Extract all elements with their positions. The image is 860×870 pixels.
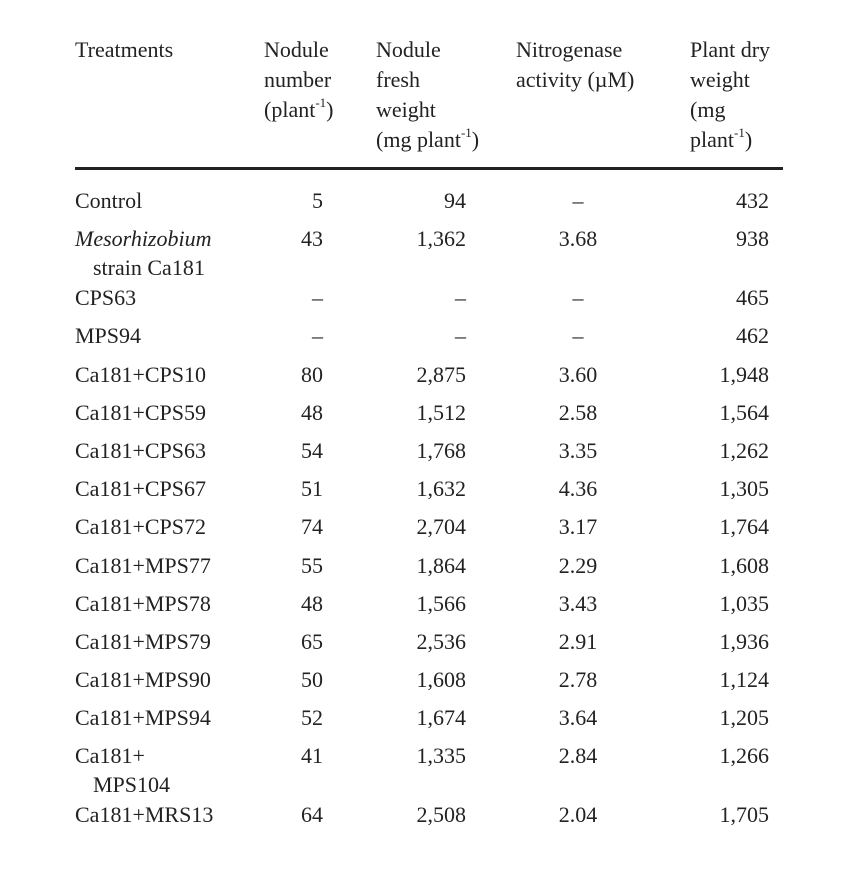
treatment-cell xyxy=(75,627,211,656)
plant-dry-weight-cell: 465 xyxy=(736,285,769,311)
plant-dry-weight-cell: 1,564 xyxy=(719,399,769,425)
table-row xyxy=(0,703,860,741)
treatment-cell xyxy=(75,551,211,580)
nodule-number-cell: 55 xyxy=(301,552,323,578)
nodule-fresh-weight-cell: 1,632 xyxy=(416,476,466,502)
header-divider-rule xyxy=(75,167,783,170)
treatment-label: Ca181+MRS13 xyxy=(75,802,214,828)
nitrogenase-activity-cell: 2.78 xyxy=(558,667,598,693)
treatment-label: Ca181+MPS78 xyxy=(75,590,211,616)
nodule-fresh-weight-cell: 2,508 xyxy=(416,802,466,828)
nitrogenase-activity-cell: – xyxy=(572,323,584,349)
nodule-fresh-weight-cell: 2,704 xyxy=(416,514,466,540)
nodule-fresh-weight-cell: 1,566 xyxy=(416,590,466,616)
nitrogenase-activity-cell: 3.64 xyxy=(558,705,598,731)
table-row xyxy=(0,627,860,665)
plant-dry-weight-cell: 1,936 xyxy=(719,628,769,654)
nitrogenase-activity-cell: 3.35 xyxy=(558,437,598,463)
treatment-cell xyxy=(75,186,142,215)
nodule-number-cell: 52 xyxy=(301,705,323,731)
nitrogenase-activity-cell: 3.60 xyxy=(558,361,598,387)
table-row xyxy=(0,398,860,436)
treatment-label: Ca181+ xyxy=(75,743,145,769)
treatment-cell xyxy=(75,474,206,503)
plant-dry-weight-cell: 1,608 xyxy=(719,552,769,578)
table-row xyxy=(0,741,860,800)
header-nodule-fresh-weight: Nodule fresh weight (mg plant$^{-1}$) xyxy=(376,37,480,152)
nodule-fresh-weight-cell: 1,362 xyxy=(416,226,466,252)
table-row xyxy=(0,665,860,703)
nodule-number-cell: 65 xyxy=(301,628,323,654)
nodule-fresh-weight-cell: 1,768 xyxy=(416,437,466,463)
nodule-number-cell: – xyxy=(312,323,323,349)
nodule-fresh-weight-cell: 94 xyxy=(444,188,466,213)
nodule-number-cell: 80 xyxy=(301,361,323,387)
table-row xyxy=(0,474,860,512)
nodule-fresh-weight-cell: 2,875 xyxy=(416,361,466,387)
nitrogenase-activity-cell: 3.43 xyxy=(558,590,598,616)
treatment-label: MPS94 xyxy=(75,323,142,349)
header-plant-dry-weight: Plant dry weight (mg plant$^{-1}$) xyxy=(690,37,771,152)
table-row xyxy=(0,800,860,838)
nodule-number-cell: 50 xyxy=(301,667,323,693)
plant-dry-weight-cell: 1,764 xyxy=(719,514,769,540)
nodule-number-cell: 43 xyxy=(301,226,323,252)
treatment-label: CPS63 xyxy=(75,285,137,311)
nodule-number-cell: 5 xyxy=(312,188,323,213)
nodule-fresh-weight-cell: – xyxy=(455,323,466,349)
plant-dry-weight-cell: 432 xyxy=(736,188,769,213)
treatment-cell xyxy=(75,436,206,465)
treatment-label: Ca181+MPS90 xyxy=(75,667,211,693)
header-nodule-number: Nodule number (plant$^{-1}$) xyxy=(264,37,334,122)
table-row xyxy=(0,321,860,359)
treatment-label: Ca181+CPS63 xyxy=(75,437,206,463)
treatment-cell xyxy=(75,800,213,829)
header-treatments: Treatments xyxy=(75,37,174,62)
plant-dry-weight-cell: 1,262 xyxy=(719,437,769,463)
nodule-fresh-weight-cell: 1,335 xyxy=(416,743,466,769)
treatment-label: Control xyxy=(75,188,143,213)
nitrogenase-activity-cell: 2.58 xyxy=(558,399,598,425)
treatment-label: Ca181+MPS79 xyxy=(75,628,211,654)
treatment-label: Ca181+CPS67 xyxy=(75,476,206,502)
nitrogenase-activity-cell: 3.68 xyxy=(558,226,598,252)
treatment-cell xyxy=(75,703,211,732)
plant-dry-weight-cell: 1,266 xyxy=(719,743,769,769)
treatment-italic-name: Mesorhizobium xyxy=(75,226,212,252)
treatment-label-continued: MPS104 xyxy=(93,772,171,798)
treatment-cell xyxy=(75,321,141,350)
nitrogenase-activity-cell: 2.04 xyxy=(558,802,598,828)
nitrogenase-activity-cell: 3.17 xyxy=(558,514,598,540)
nodule-number-cell: – xyxy=(312,285,323,311)
nodule-fresh-weight-cell: 1,608 xyxy=(416,667,466,693)
nodule-number-cell: 54 xyxy=(301,437,323,463)
header-nitrogenase-activity: Nitrogenase activity (µM) xyxy=(516,37,635,92)
treatment-label: Ca181+MPS94 xyxy=(75,705,211,731)
table-row xyxy=(0,360,860,398)
plant-dry-weight-cell: 1,035 xyxy=(719,590,769,616)
treatment-cell xyxy=(75,360,206,389)
table-row xyxy=(0,186,860,224)
nodule-number-cell: 64 xyxy=(301,802,323,828)
treatment-label: Ca181+CPS10 xyxy=(75,361,206,387)
nodule-number-cell: 51 xyxy=(301,476,323,502)
table-row xyxy=(0,436,860,474)
plant-dry-weight-cell: 1,305 xyxy=(719,476,769,502)
nitrogenase-activity-cell: 2.91 xyxy=(558,628,598,654)
nodule-number-cell: 41 xyxy=(301,743,323,769)
nitrogenase-activity-cell: – xyxy=(572,285,584,311)
table-row xyxy=(0,551,860,589)
plant-dry-weight-cell: 1,705 xyxy=(719,802,769,828)
treatment-label: Ca181+CPS72 xyxy=(75,514,206,540)
nodule-fresh-weight-cell: 1,674 xyxy=(416,705,466,731)
nodule-number-cell: 48 xyxy=(301,590,323,616)
treatment-cell xyxy=(75,283,136,312)
table-row xyxy=(0,224,860,283)
treatment-label: Ca181+CPS59 xyxy=(75,399,206,425)
plant-dry-weight-cell: 462 xyxy=(736,323,769,349)
plant-dry-weight-cell: 1,205 xyxy=(719,705,769,731)
nodule-fresh-weight-cell: – xyxy=(455,285,466,311)
plant-dry-weight-cell: 1,124 xyxy=(719,667,769,693)
plant-dry-weight-cell: 1,948 xyxy=(719,361,769,387)
nitrogenase-activity-cell: 2.29 xyxy=(558,552,598,578)
nitrogenase-activity-cell: – xyxy=(572,188,584,213)
treatment-cell xyxy=(75,224,212,282)
plant-dry-weight-cell: 938 xyxy=(736,226,769,252)
treatment-label-continued: strain Ca181 xyxy=(93,255,205,281)
nodule-fresh-weight-cell: 1,512 xyxy=(416,399,466,425)
table-row xyxy=(0,589,860,627)
nitrogenase-activity-cell: 4.36 xyxy=(558,476,598,502)
treatment-cell xyxy=(75,665,211,694)
treatment-cell xyxy=(75,589,211,618)
table-row xyxy=(0,512,860,550)
treatment-cell xyxy=(75,512,206,541)
treatment-cell xyxy=(75,398,206,427)
nitrogenase-activity-cell: 2.84 xyxy=(558,743,598,769)
table-row xyxy=(0,283,860,321)
nodule-fresh-weight-cell: 2,536 xyxy=(416,628,466,654)
treatment-label: Ca181+MPS77 xyxy=(75,552,211,578)
nodule-number-cell: 48 xyxy=(301,399,323,425)
table-body xyxy=(0,186,860,839)
treatment-cell xyxy=(75,741,170,799)
nodule-number-cell: 74 xyxy=(301,514,323,540)
nodule-fresh-weight-cell: 1,864 xyxy=(416,552,466,578)
